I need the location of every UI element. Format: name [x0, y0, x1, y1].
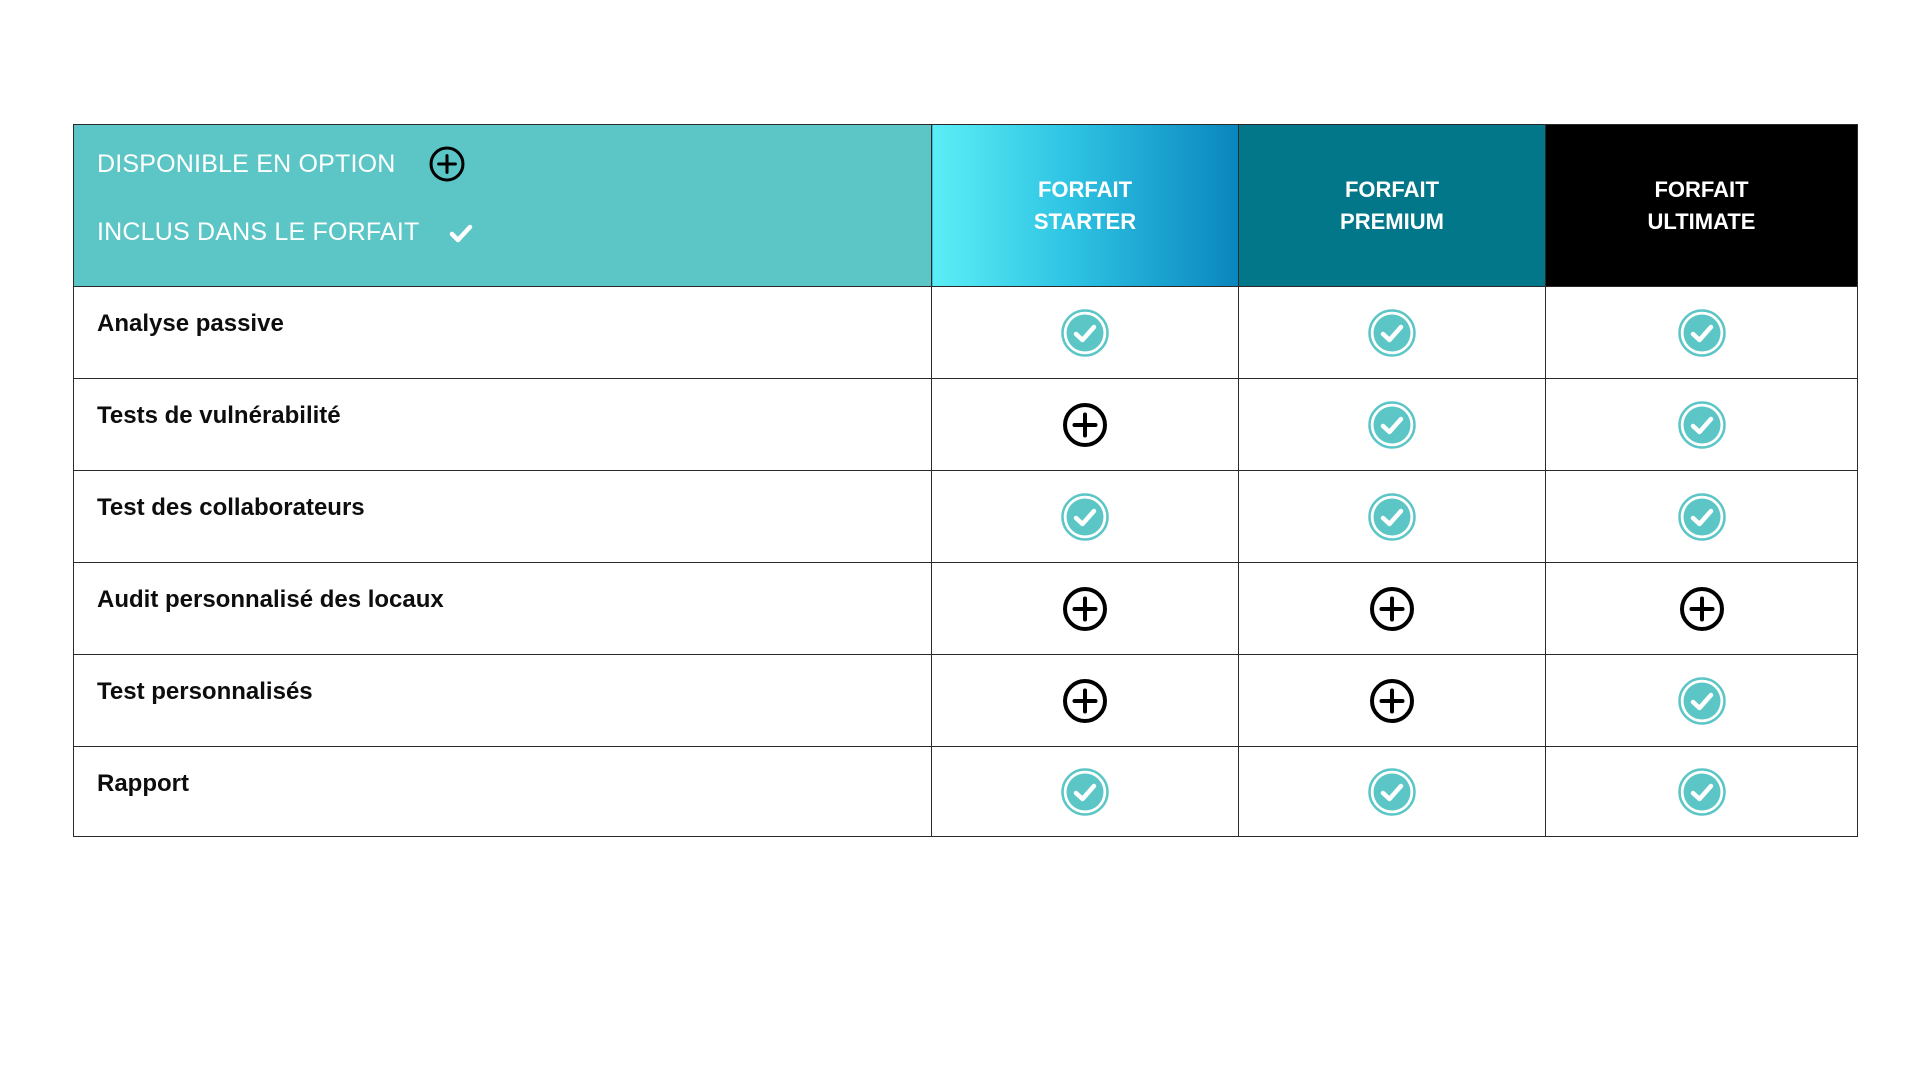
mark-cell [1546, 655, 1858, 747]
plan-header-starter [932, 125, 1239, 287]
feature-label: Analyse passive [97, 310, 284, 337]
mark-cell [1546, 379, 1858, 471]
legend-included-label: INCLUS DANS LE FORFAIT [97, 218, 420, 246]
check-circle-icon [1060, 767, 1110, 817]
check-circle-icon [1367, 492, 1417, 542]
header-row [74, 125, 1858, 287]
legend-included [97, 218, 474, 247]
mark-cell [932, 287, 1239, 379]
check-circle-icon [1367, 308, 1417, 358]
feature-label: Test personnalisés [97, 678, 313, 705]
mark-cell [932, 379, 1239, 471]
mark-cell [1239, 379, 1546, 471]
feature-label: Test des collaborateurs [97, 494, 365, 521]
plus-circle-icon [1367, 584, 1417, 634]
table-row [74, 655, 1858, 747]
check-icon [448, 220, 474, 246]
check-circle-icon [1677, 676, 1727, 726]
feature-cell [74, 655, 932, 747]
plan-label-ultimate: FORFAIT ULTIMATE [1647, 176, 1756, 234]
check-circle-icon [1677, 400, 1727, 450]
table-row [74, 471, 1858, 563]
mark-cell [1239, 287, 1546, 379]
feature-cell [74, 563, 932, 655]
feature-cell [74, 287, 932, 379]
legend-cell [74, 125, 932, 287]
mark-cell [932, 655, 1239, 747]
mark-cell [1239, 747, 1546, 837]
mark-cell [1239, 655, 1546, 747]
plus-circle-icon [1677, 584, 1727, 634]
table-body [74, 287, 1858, 837]
mark-cell [932, 747, 1239, 837]
check-circle-icon [1060, 492, 1110, 542]
mark-cell [1546, 471, 1858, 563]
table-row [74, 747, 1858, 837]
feature-cell [74, 379, 932, 471]
feature-label: Tests de vulnérabilité [97, 402, 341, 429]
legend-option [97, 145, 466, 183]
feature-cell [74, 747, 932, 837]
check-circle-icon [1677, 492, 1727, 542]
mark-cell [1546, 287, 1858, 379]
mark-cell [1546, 563, 1858, 655]
feature-cell [74, 471, 932, 563]
check-circle-icon [1060, 308, 1110, 358]
table-row [74, 287, 1858, 379]
feature-label: Audit personnalisé des locaux [97, 586, 444, 613]
plus-circle-icon [428, 145, 466, 183]
plus-circle-icon [1367, 676, 1417, 726]
feature-label: Rapport [97, 770, 189, 797]
plus-circle-icon [1060, 676, 1110, 726]
check-circle-icon [1677, 308, 1727, 358]
mark-cell [932, 563, 1239, 655]
legend-option-label: DISPONIBLE EN OPTION [97, 149, 396, 178]
plan-label-premium: FORFAIT PREMIUM [1340, 176, 1444, 234]
check-circle-icon [1677, 767, 1727, 817]
mark-cell [932, 471, 1239, 563]
check-circle-icon [1367, 767, 1417, 817]
mark-cell [1239, 563, 1546, 655]
mark-cell [1546, 747, 1858, 837]
check-circle-icon [1367, 400, 1417, 450]
comparison-table [73, 124, 1858, 837]
table-row [74, 379, 1858, 471]
plus-circle-icon [1060, 400, 1110, 450]
plan-label-starter: FORFAIT STARTER [1033, 176, 1137, 234]
plan-header-ultimate [1546, 125, 1858, 287]
mark-cell [1239, 471, 1546, 563]
table-row [74, 563, 1858, 655]
plus-circle-icon [1060, 584, 1110, 634]
plan-header-premium [1239, 125, 1546, 287]
